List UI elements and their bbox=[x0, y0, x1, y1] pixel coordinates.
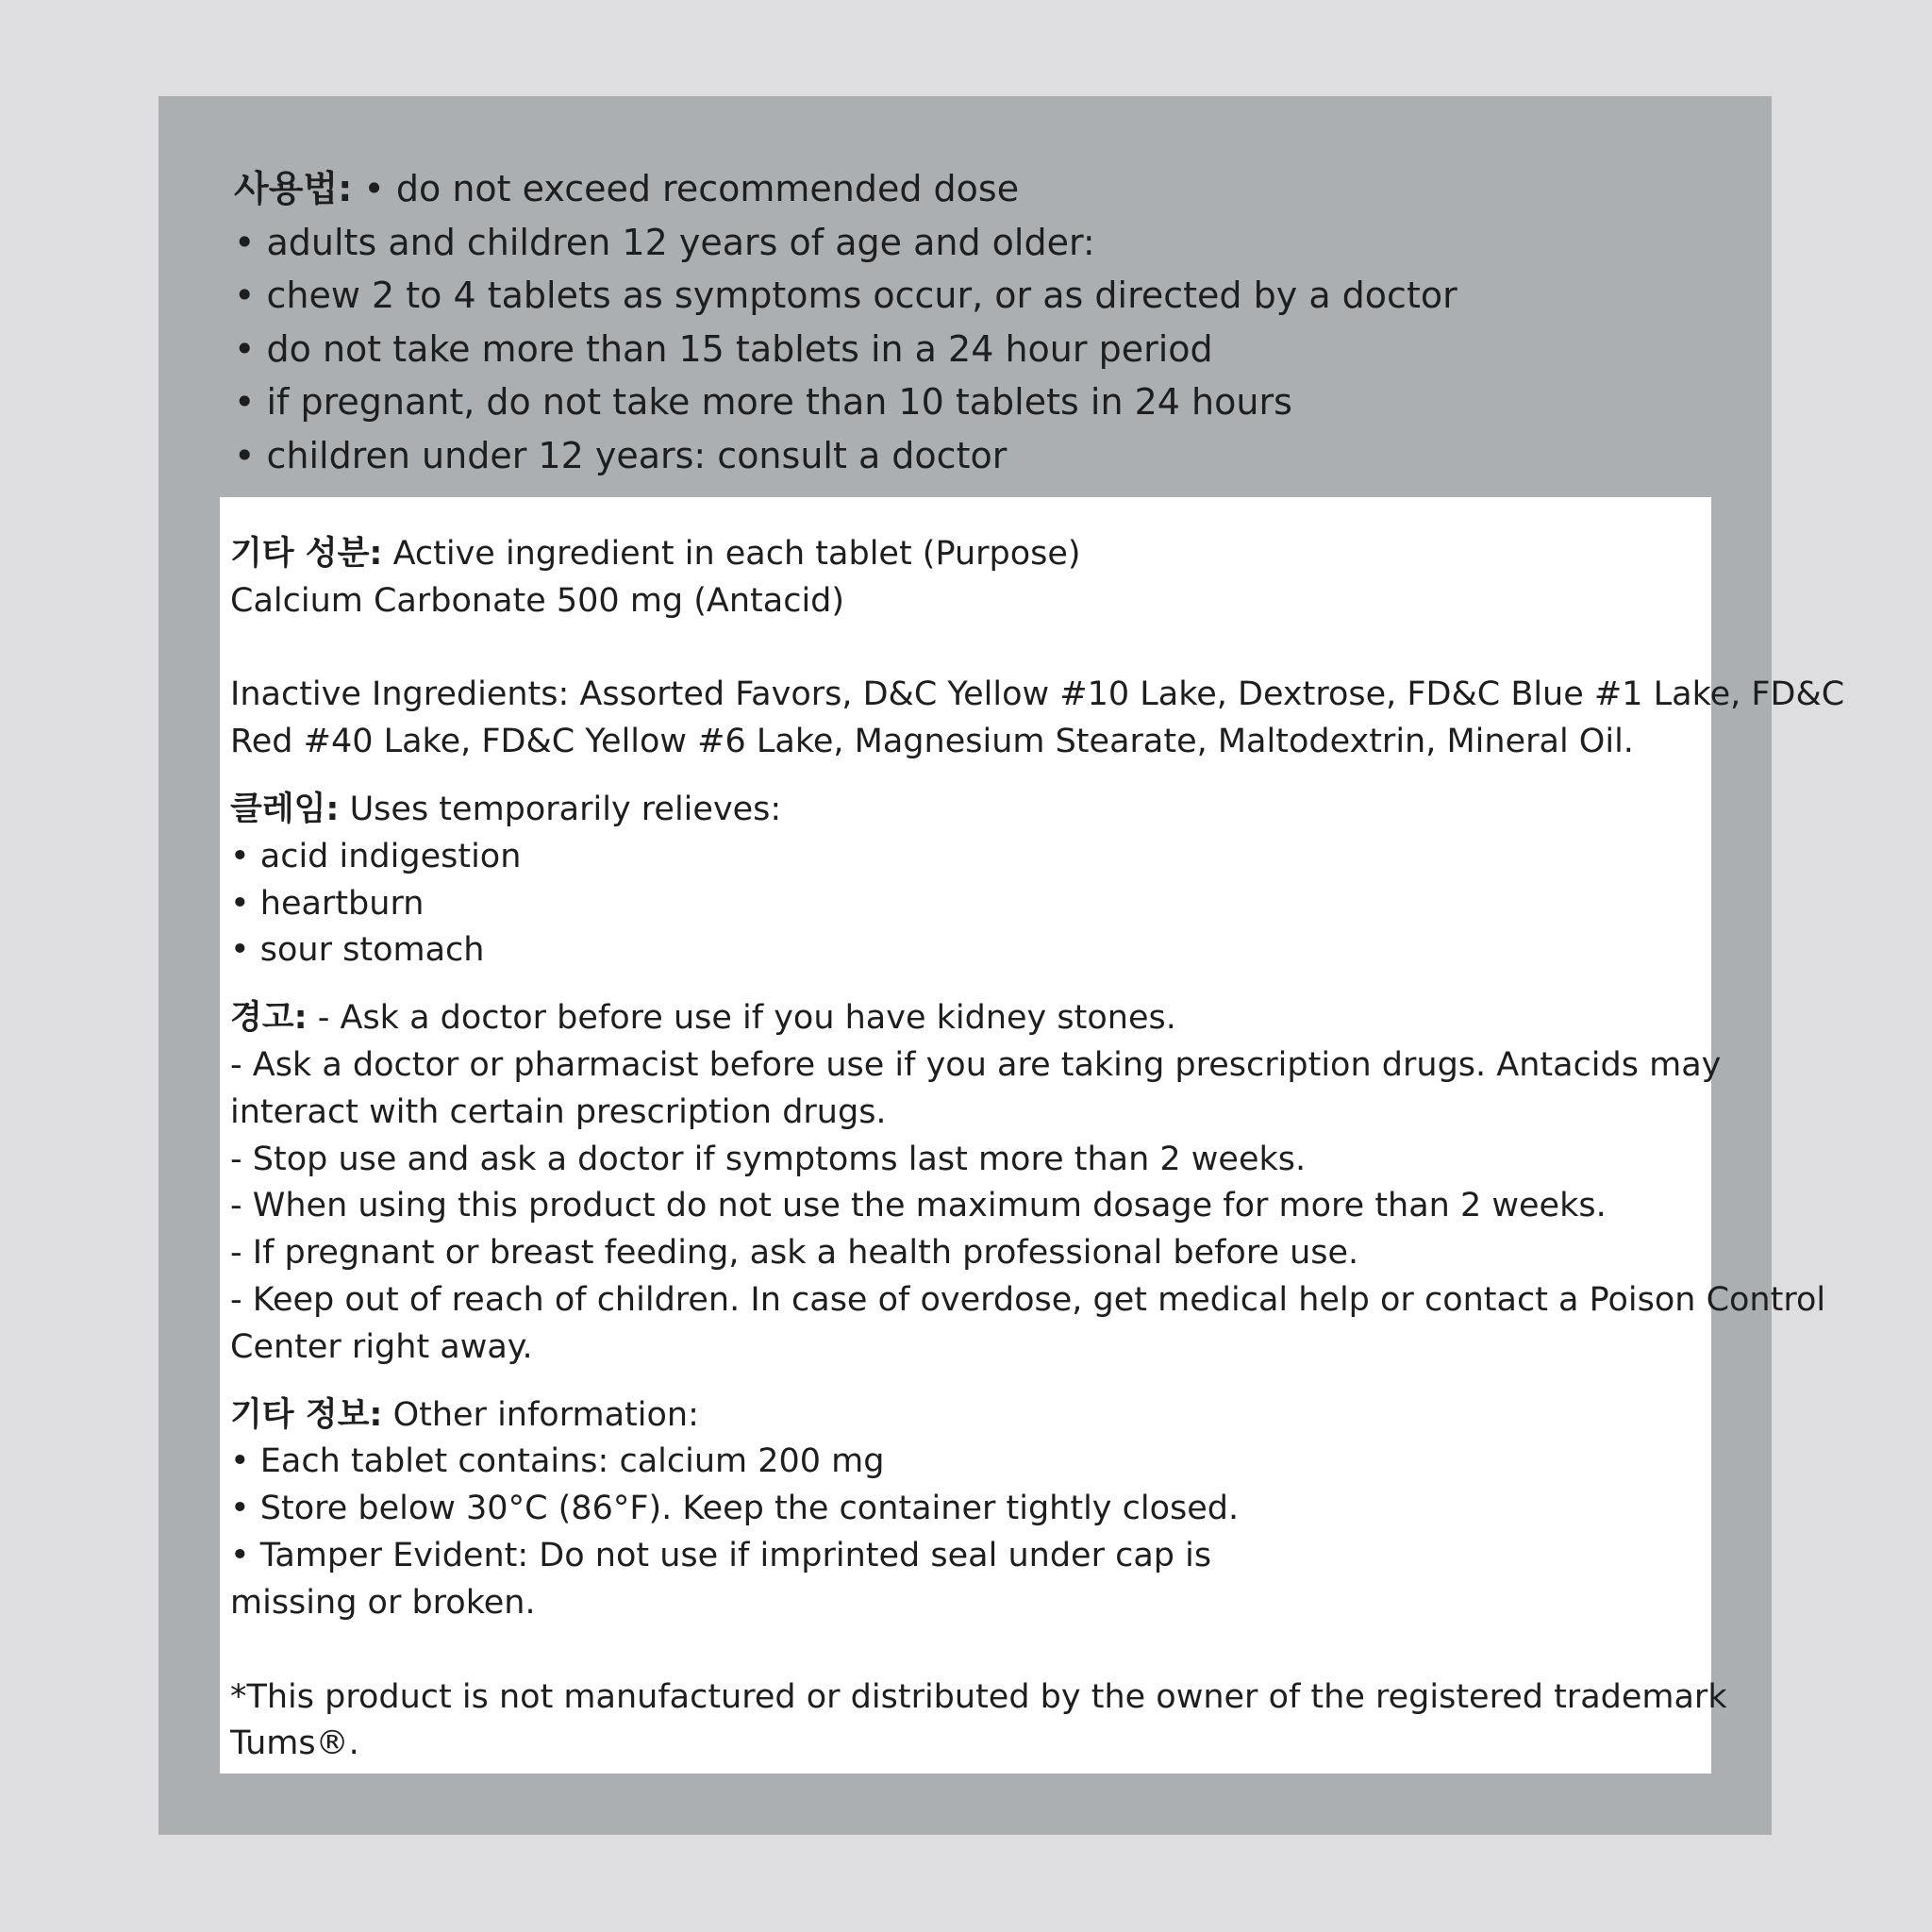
info-box bbox=[220, 497, 1845, 1774]
ingredients-first-text: Active ingredient in each tablet (Purpose) bbox=[382, 535, 1081, 573]
claims-item: • sour stomach bbox=[230, 931, 485, 970]
disclaimer-line: Tums®. bbox=[230, 1724, 359, 1763]
claims-label: 클레임: bbox=[230, 790, 340, 828]
claims-item: • heartburn bbox=[230, 884, 425, 923]
claims-first-text: Uses temporarily relieves: bbox=[339, 790, 782, 828]
other-info-label: 기타 정보: bbox=[230, 1395, 383, 1434]
warnings-line: - Ask a doctor or pharmacist before use if you are taking prescription drugs. Antacids may bbox=[230, 1045, 1722, 1084]
directions-first-text: • do not exceed recommended dose bbox=[352, 168, 1020, 209]
directions-section bbox=[234, 162, 1706, 482]
directions-line: • if pregnant, do not take more than 10 tablets in 24 hours bbox=[234, 381, 1292, 423]
claims-item: • acid indigestion bbox=[230, 837, 522, 875]
directions-line: • adults and children 12 years of age and older: bbox=[234, 221, 1095, 263]
inactive-ingredients-line: Red #40 Lake, FD&C Yellow #6 Lake, Magnesium Stearate, Maltodextrin, Mineral Oil. bbox=[230, 723, 1634, 761]
other-info-line: • Tamper Evident: Do not use if imprinted seal under cap is bbox=[230, 1536, 1212, 1574]
warnings-label: 경고: bbox=[230, 999, 308, 1038]
other-info-line: • Each tablet contains: calcium 200 mg bbox=[230, 1442, 885, 1481]
directions-first-line bbox=[234, 162, 1706, 216]
warnings-line: interact with certain prescription drugs. bbox=[230, 1092, 887, 1131]
label-panel bbox=[158, 96, 1845, 1835]
inactive-ingredients-line: Inactive Ingredients: Assorted Favors, D&C Yellow #10 Lake, Dextrose, FD&C Blue #1 Lake, FD&C bbox=[230, 675, 1845, 714]
warnings-line: Center right away. bbox=[230, 1327, 533, 1366]
warnings-first-line bbox=[230, 995, 1702, 1042]
active-ingredient: Calcium Carbonate 500 mg (Antacid) bbox=[230, 581, 845, 620]
info-content bbox=[230, 531, 1845, 1768]
claims-first-line bbox=[230, 787, 1702, 834]
ingredients-section bbox=[230, 531, 1845, 766]
directions-line: • children under 12 years: consult a doctor bbox=[234, 434, 1008, 476]
other-info-first-line bbox=[230, 1392, 1702, 1440]
warnings-section bbox=[230, 995, 1826, 1371]
other-info-section bbox=[230, 1392, 1702, 1627]
directions-label: 사용법: bbox=[234, 168, 353, 209]
other-info-line: missing or broken. bbox=[230, 1583, 536, 1622]
directions-line: • chew 2 to 4 tablets as symptoms occur, or as directed by a doctor bbox=[234, 275, 1457, 316]
warnings-line: - When using this product do not use the maximum dosage for more than 2 weeks. bbox=[230, 1187, 1607, 1225]
warnings-first-text: - Ask a doctor before use if you have kidney stones. bbox=[307, 999, 1176, 1038]
ingredients-first-line bbox=[230, 531, 1702, 578]
warnings-line: - Keep out of reach of children. In case of overdose, get medical help or contact a Poison Control bbox=[230, 1280, 1826, 1319]
warnings-line: - If pregnant or breast feeding, ask a health professional before use. bbox=[230, 1234, 1359, 1273]
warnings-line: - Stop use and ask a doctor if symptoms last more than 2 weeks. bbox=[230, 1140, 1307, 1178]
ingredients-label: 기타 성분: bbox=[230, 535, 383, 573]
disclaimer-line: *This product is not manufactured or distributed by the owner of the registered trademark bbox=[230, 1677, 1727, 1716]
directions-line: • do not take more than 15 tablets in a 24 hour period bbox=[234, 327, 1213, 370]
other-info-first-text: Other information: bbox=[382, 1395, 699, 1434]
other-info-line: • Store below 30°C (86°F). Keep the container tightly closed. bbox=[230, 1490, 1240, 1528]
disclaimer-section bbox=[230, 1674, 1727, 1769]
claims-section bbox=[230, 787, 1702, 974]
